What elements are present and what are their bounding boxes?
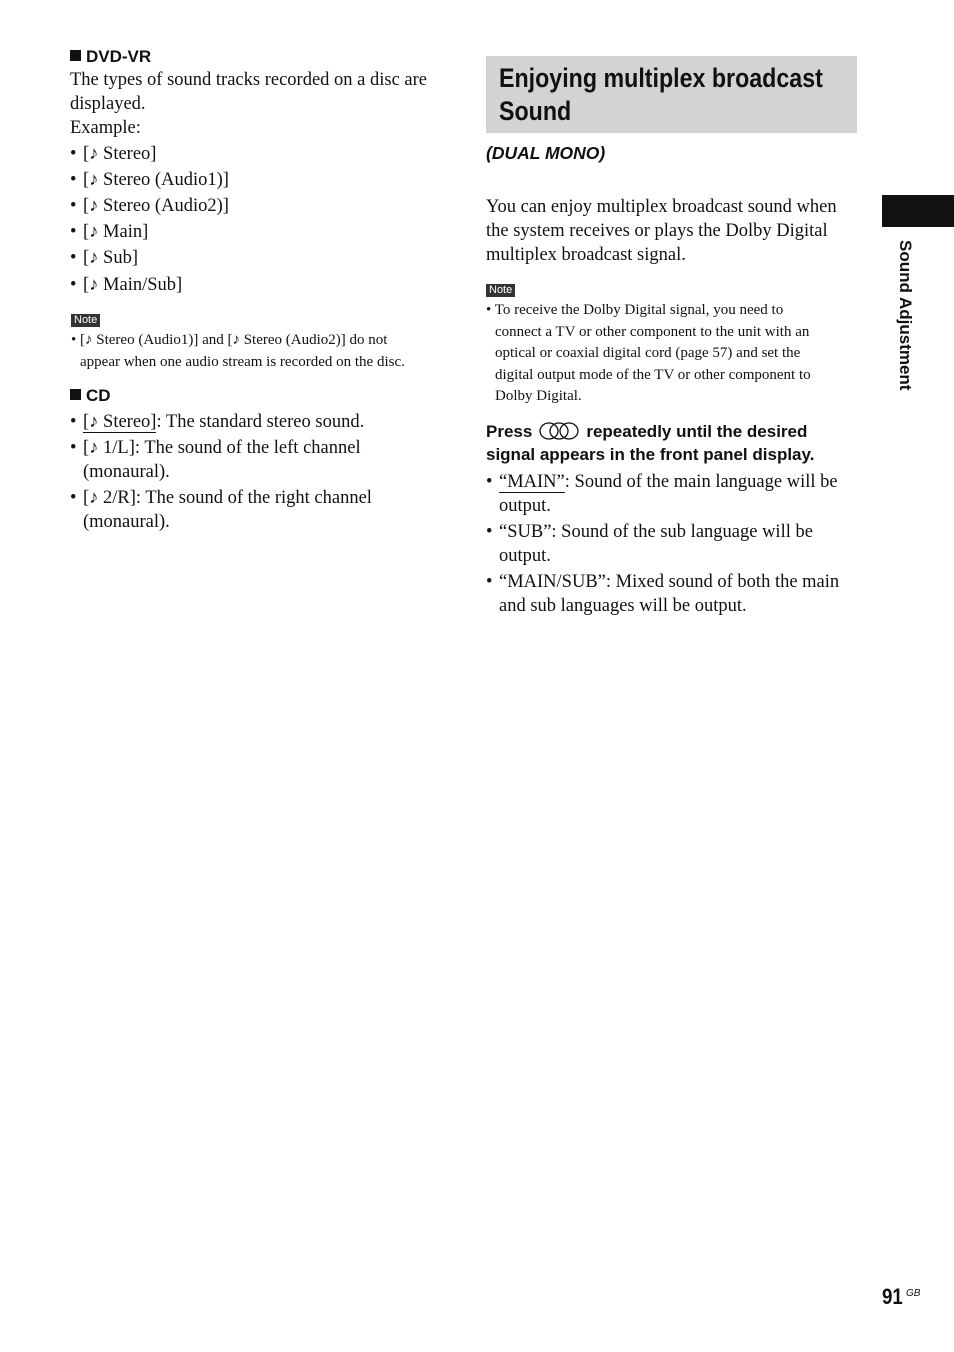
list-item-continuation: output.: [499, 546, 551, 566]
press-word: Press: [486, 422, 533, 441]
list-item-text: [♪ 1/L]: The sound of the left channel: [83, 438, 361, 458]
list-item: [70, 436, 361, 460]
option-term-main: “MAIN”: [499, 472, 565, 492]
bullet: •: [70, 248, 77, 268]
bullet: •: [70, 488, 77, 508]
note-line: appear when one audio stream is recorded on the disc.: [80, 354, 405, 370]
dvdvr-intro-line2: displayed.: [70, 94, 146, 114]
list-item-continuation: (monaural).: [83, 512, 170, 532]
dvdvr-heading: [70, 47, 151, 67]
list-item-text: [♪ Main/Sub]: [83, 275, 183, 295]
bullet: •: [70, 170, 77, 190]
bullet: •: [70, 196, 77, 216]
cd-heading-text: CD: [86, 386, 111, 405]
list-item: [486, 520, 813, 544]
note-line-text: [♪ Stereo (Audio1)] and [♪ Stereo (Audio2)] do not: [80, 332, 388, 348]
intro-line3: multiplex broadcast signal.: [486, 245, 686, 265]
note-line-text: To receive the Dolby Digital signal, you need to: [494, 302, 784, 318]
page-number: 91: [882, 1284, 903, 1309]
list-item: [486, 470, 838, 494]
cd-heading: [70, 386, 111, 406]
bullet: •: [486, 522, 493, 542]
list-item-continuation: output.: [499, 496, 551, 516]
list-item: [70, 486, 372, 510]
bullet: •: [70, 222, 77, 242]
page-number-suffix: GB: [906, 1288, 921, 1299]
bullet: •: [70, 144, 77, 164]
bullet: •: [70, 438, 77, 458]
intro-line2: the system receives or plays the Dolby Digital: [486, 221, 828, 241]
note-line: [486, 300, 783, 322]
bullet: •: [70, 412, 77, 432]
bullet: •: [71, 332, 77, 348]
page-title-line1: Enjoying multiplex broadcast: [499, 63, 823, 93]
list-item: [70, 246, 138, 270]
bullet: •: [486, 302, 492, 318]
list-item-text: “MAIN/SUB”: Mixed sound of both the main: [499, 572, 840, 592]
chapter-tab-label: Sound Adjustment: [896, 240, 915, 391]
cd-term-stereo: [♪ Stereo]: [83, 412, 157, 432]
dvdvr-intro-line1: The types of sound tracks recorded on a disc are: [70, 70, 428, 90]
bullet: •: [486, 472, 493, 492]
dvdvr-heading-text: DVD-VR: [86, 47, 152, 66]
chapter-tab-marker: [882, 195, 954, 227]
square-marker-icon: [70, 389, 81, 400]
page-title: [499, 62, 823, 128]
note-line: optical or coaxial digital cord (page 57) and set the: [495, 345, 801, 361]
list-item-text: [♪ 2/R]: The sound of the right channel: [83, 488, 372, 508]
list-item-continuation: and sub languages will be output.: [499, 596, 747, 616]
note-line: connect a TV or other component to the unit with an: [495, 324, 810, 340]
square-marker-icon: [70, 50, 81, 61]
list-item-text: [♪ Main]: [83, 222, 149, 242]
note-tag: Note: [486, 284, 515, 297]
note-tag: Note: [71, 314, 100, 327]
list-item: [486, 570, 839, 594]
list-item: [70, 220, 148, 244]
list-item: [70, 273, 182, 297]
list-item-text: : Sound of the main language will be: [564, 472, 838, 492]
list-item-text: “SUB”: Sound of the sub language will be: [499, 522, 813, 542]
note-line: digital output mode of the TV or other component to: [495, 367, 811, 383]
press-rest: repeatedly until the desired: [586, 422, 808, 441]
list-item: [70, 168, 229, 192]
bullet: •: [70, 275, 77, 295]
list-item: [70, 194, 229, 218]
section-title-banner: [486, 56, 857, 133]
bullet: •: [486, 572, 493, 592]
page-title-line2: Sound: [499, 96, 572, 126]
list-item-text: [♪ Sub]: [83, 248, 138, 268]
list-item: [70, 410, 364, 434]
note-line: [71, 330, 387, 352]
list-item-text: : The standard stereo sound.: [156, 412, 365, 432]
list-item-text: [♪ Stereo]: [83, 144, 157, 164]
list-item-text: [♪ Stereo (Audio1)]: [83, 170, 229, 190]
list-item: [70, 142, 156, 166]
list-item-text: [♪ Stereo (Audio2)]: [83, 196, 229, 216]
intro-line1: You can enjoy multiplex broadcast sound when: [486, 197, 837, 217]
list-item-continuation: (monaural).: [83, 462, 170, 482]
section-subtitle: (DUAL MONO): [486, 143, 606, 163]
note-line: Dolby Digital.: [495, 388, 582, 404]
press-instruction-line2: signal appears in the front panel display.: [486, 445, 815, 464]
dvdvr-example-label: Example:: [70, 118, 141, 138]
